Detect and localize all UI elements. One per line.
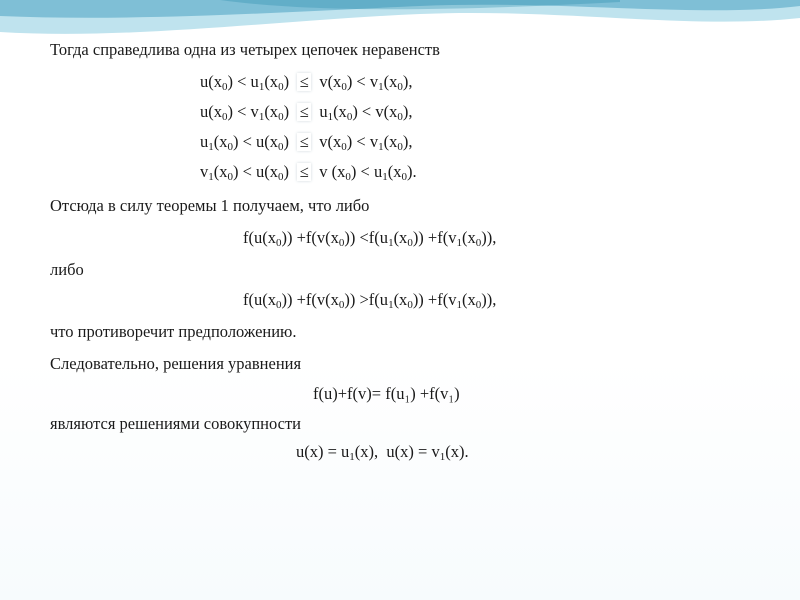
or-text: либо [50, 260, 84, 279]
intro-text: Тогда справедлива одна из четырех цепочек неравенств [50, 40, 440, 59]
formula-greater-than: $f(u(x_0)) +f(v(x_0)) >f(u_1(x_0)) +f(v_1(x_0))$, [243, 290, 497, 311]
inequality-chain-2: $u(x_0) < v_1(x_0) \le u_1(x_0) < v(x_0)$, [200, 102, 413, 123]
solutions-text: являются решениями совокупности [50, 414, 302, 433]
inequality-chain-3: $u_1(x_0) < u(x_0) \le v(x_0) < v_1(x_0)$, [200, 132, 413, 153]
formula-less-than: $f(u(x_0)) +f(v(x_0)) <f(u_1(x_0)) +f(v_1(x_0))$, [243, 228, 497, 249]
system-formula: $u(x) = u_1(x)$, $u(x) = v_1(x)$. [296, 442, 469, 463]
inequality-chain-1: $u(x_0) < u_1(x_0) \le v(x_0) < v_1(x_0)$, [200, 72, 413, 93]
equation-formula: f(u)+f(v)= f(u₁) +f(v₁) [313, 384, 460, 403]
contradiction-text: что противоречит предположению. [50, 322, 297, 341]
therefore-text: Следовательно, решения уравнения [50, 354, 302, 373]
inequality-chain-4: $v_1(x_0) < u(x_0) \le v$ $(x_0) < u_1(x_0)$. [200, 162, 417, 183]
conclusion-text: Отсюда в силу теоремы 1 получаем, что либо [50, 196, 370, 215]
